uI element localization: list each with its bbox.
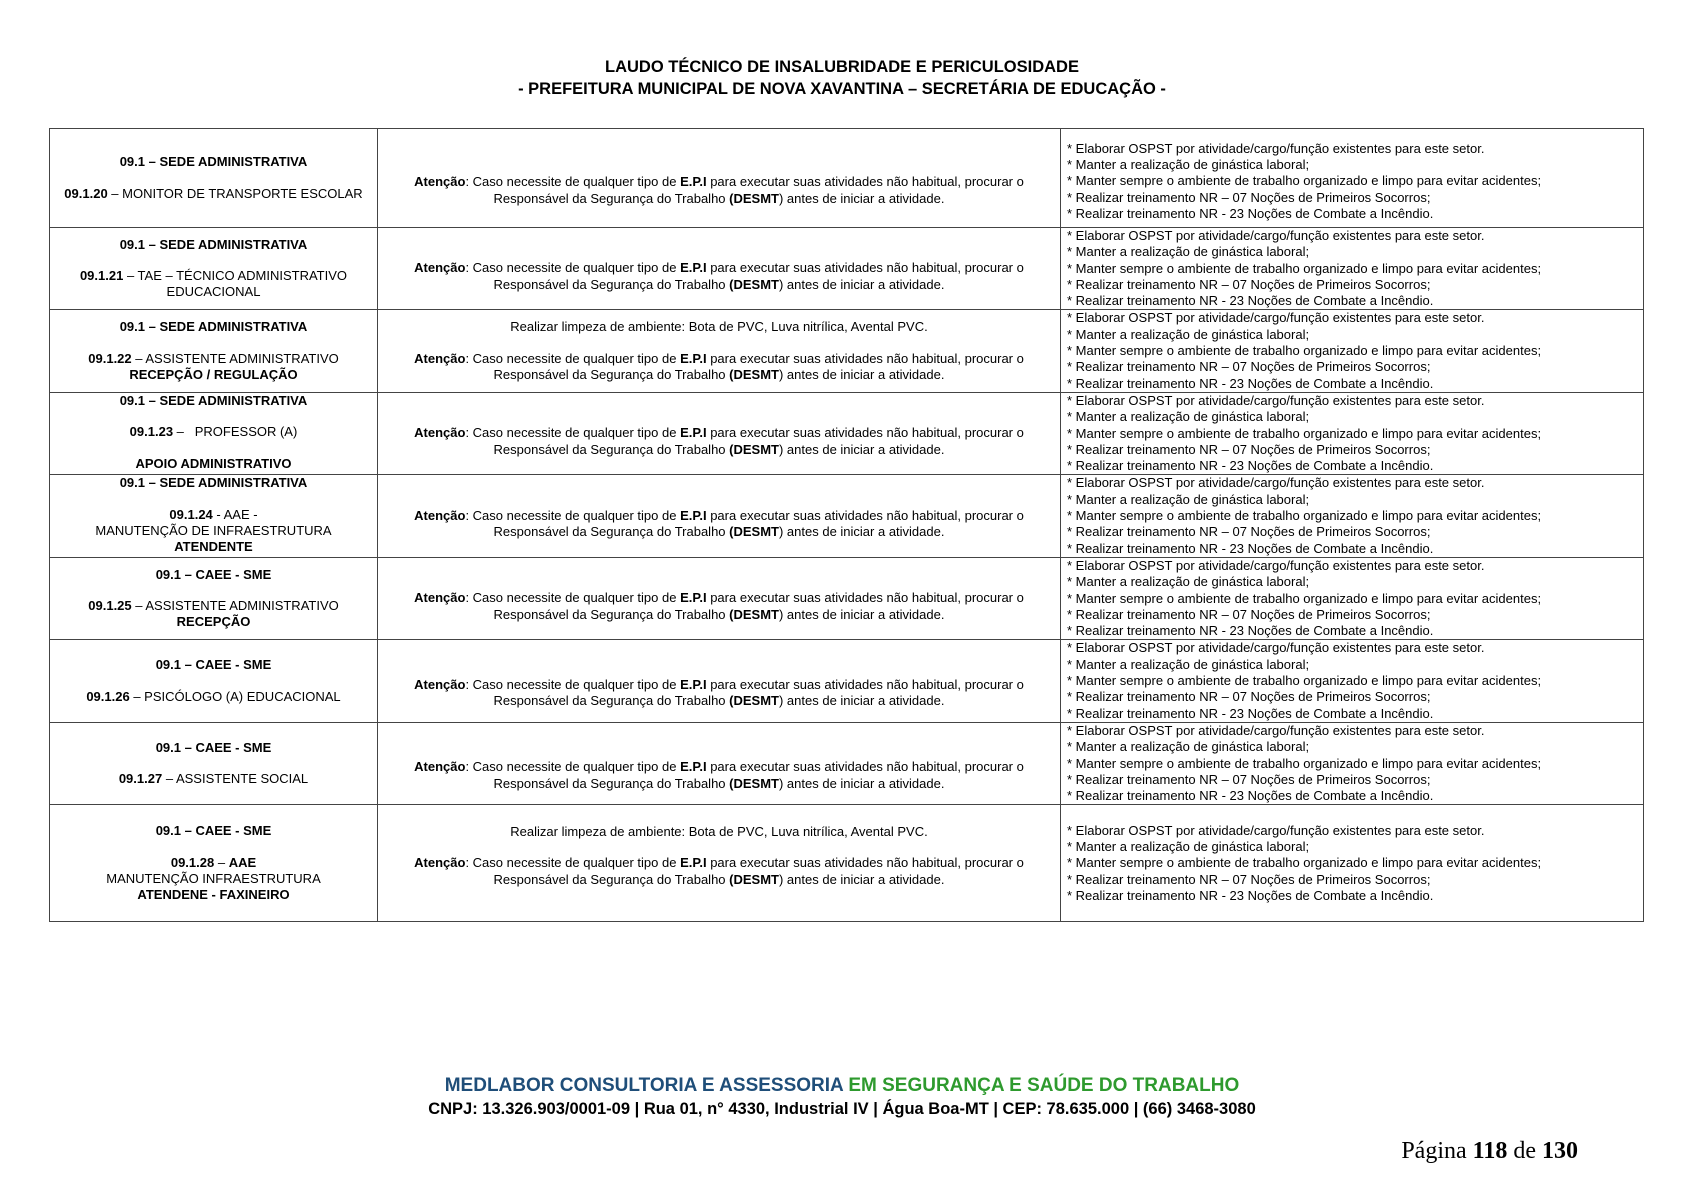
role-cell xyxy=(50,640,378,722)
recommendations-cell xyxy=(1061,805,1644,922)
table-row xyxy=(50,640,1644,722)
role-cell xyxy=(50,722,378,804)
recommendation-item: * Manter a realização de ginástica laboral; xyxy=(1067,157,1310,173)
cleaning-epi-note: Realizar limpeza de ambiente: Bota de PVC, Luva nitrílica, Avental PVC. xyxy=(510,319,928,335)
role-cell xyxy=(50,805,378,922)
recommendation-item: * Manter sempre o ambiente de trabalho organizado e limpo para evitar acidentes; xyxy=(1067,755,1542,771)
recommendation-item: * Realizar treinamento NR - 23 Noções de Combate a Incêndio. xyxy=(1067,788,1434,804)
epi-cell xyxy=(378,129,1061,228)
recommendation-item: * Realizar treinamento NR – 07 Noções de Primeiros Socorros; xyxy=(1067,871,1431,887)
epi-cell xyxy=(378,475,1061,557)
sector-name: 09.1 – CAEE - SME xyxy=(155,823,272,839)
recommendation-item: * Manter a realização de ginástica laboral; xyxy=(1067,409,1310,425)
document-footer xyxy=(0,1074,1684,1120)
role-detail: RECEPÇÃO / REGULAÇÃO xyxy=(129,366,298,382)
recommendation-item: * Manter sempre o ambiente de trabalho organizado e limpo para evitar acidentes; xyxy=(1067,673,1542,689)
recommendations-cell xyxy=(1061,640,1644,722)
recommendations-cell xyxy=(1061,475,1644,557)
role-name: 09.1.26 – PSICÓLOGO (A) EDUCACIONAL xyxy=(86,688,341,704)
recommendation-item: * Realizar treinamento NR - 23 Noções de Combate a Incêndio. xyxy=(1067,540,1434,556)
role-name: 09.1.28 – AAE xyxy=(170,854,257,870)
recommendation-item: * Manter sempre o ambiente de trabalho organizado e limpo para evitar acidentes; xyxy=(1067,590,1542,606)
recommendation-item: * Manter a realização de ginástica laboral; xyxy=(1067,326,1310,342)
role-name: 09.1.23 – PROFESSOR (A) xyxy=(129,424,298,440)
recommendation-item: * Realizar treinamento NR - 23 Noções de Combate a Incêndio. xyxy=(1067,458,1434,474)
recommendation-item: * Realizar treinamento NR – 07 Noções de Primeiros Socorros; xyxy=(1067,189,1431,205)
recommendation-item: * Manter a realização de ginástica laboral; xyxy=(1067,838,1310,854)
recommendation-item: * Elaborar OSPST por atividade/cargo/função existentes para este setor. xyxy=(1067,140,1485,156)
attention-note: Atenção: Caso necessite de qualquer tipo de E.P.I para executar suas atividades não habitual, procurar o Responsável da Segurança do Trabalho (DESMT) antes de iniciar a atividade. xyxy=(414,425,1024,457)
recommendation-item: * Realizar treinamento NR - 23 Noções de Combate a Incêndio. xyxy=(1067,623,1434,639)
role-cell xyxy=(50,129,378,228)
epi-cell xyxy=(378,640,1061,722)
document-header xyxy=(0,56,1684,100)
recommendation-item: * Manter a realização de ginástica laboral; xyxy=(1067,656,1310,672)
role-cell xyxy=(50,475,378,557)
recommendation-item: * Realizar treinamento NR – 07 Noções de Primeiros Socorros; xyxy=(1067,606,1431,622)
attention-note: Atenção: Caso necessite de qualquer tipo de E.P.I para executar suas atividades não habitual, procurar o Responsável da Segurança do Trabalho (DESMT) antes de iniciar a atividade. xyxy=(414,855,1024,887)
recommendation-item: * Elaborar OSPST por atividade/cargo/função existentes para este setor. xyxy=(1067,228,1485,243)
recommendation-item: * Manter a realização de ginástica laboral; xyxy=(1067,574,1310,590)
recommendation-item: * Realizar treinamento NR – 07 Noções de Primeiros Socorros; xyxy=(1067,771,1431,787)
page-number: Página 118 de 130 xyxy=(1401,1138,1578,1164)
recommendation-item: * Elaborar OSPST por atividade/cargo/função existentes para este setor. xyxy=(1067,822,1485,838)
table-row xyxy=(50,722,1644,804)
recommendation-item: * Elaborar OSPST por atividade/cargo/função existentes para este setor. xyxy=(1067,640,1485,656)
sector-name: 09.1 – CAEE - SME xyxy=(155,566,272,582)
recommendation-item: * Elaborar OSPST por atividade/cargo/função existentes para este setor. xyxy=(1067,722,1485,738)
sector-name: 09.1 – SEDE ADMINISTRATIVA xyxy=(119,154,308,170)
recommendation-item: * Elaborar OSPST por atividade/cargo/função existentes para este setor. xyxy=(1067,475,1485,491)
recommendation-item: * Realizar treinamento NR – 07 Noções de Primeiros Socorros; xyxy=(1067,524,1431,540)
recommendation-item: * Manter a realização de ginástica laboral; xyxy=(1067,244,1310,260)
epi-cell xyxy=(378,228,1061,310)
attention-note: Atenção: Caso necessite de qualquer tipo de E.P.I para executar suas atividades não habitual, procurar o Responsável da Segurança do Trabalho (DESMT) antes de iniciar a atividade. xyxy=(414,590,1024,622)
role-name: 09.1.21 – TAE – TÉCNICO ADMINISTRATIVO EDUCACIONAL xyxy=(79,268,348,300)
table-row xyxy=(50,557,1644,639)
recommendations-cell xyxy=(1061,129,1644,228)
recommendation-item: * Manter sempre o ambiente de trabalho organizado e limpo para evitar acidentes; xyxy=(1067,508,1542,524)
role-name: 09.1.24 - AAE - xyxy=(169,506,258,522)
role-detail: ATENDENTE xyxy=(174,539,253,555)
role-cell xyxy=(50,228,378,310)
role-name: 09.1.27 – ASSISTENTE SOCIAL xyxy=(118,771,309,787)
company-name: MEDLABOR CONSULTORIA E ASSESSORIA EM SEGURANÇA E SAÚDE DO TRABALHO xyxy=(444,1075,1240,1096)
role-cell xyxy=(50,557,378,639)
sector-name: 09.1 – SEDE ADMINISTRATIVA xyxy=(119,475,308,491)
recommendation-item: * Manter a realização de ginástica laboral; xyxy=(1067,739,1310,755)
recommendation-item: * Manter sempre o ambiente de trabalho organizado e limpo para evitar acidentes; xyxy=(1067,855,1542,871)
sector-name: 09.1 – CAEE - SME xyxy=(155,657,272,673)
recommendations-cell xyxy=(1061,310,1644,392)
role-detail: ATENDENE - FAXINEIRO xyxy=(137,887,290,903)
epi-cell xyxy=(378,805,1061,922)
epi-cell xyxy=(378,557,1061,639)
recommendation-item: * Realizar treinamento NR - 23 Noções de Combate a Incêndio. xyxy=(1067,205,1434,221)
sector-name: 09.1 – CAEE - SME xyxy=(155,739,272,755)
recommendations-cell xyxy=(1061,557,1644,639)
epi-cell xyxy=(378,310,1061,392)
recommendation-item: * Elaborar OSPST por atividade/cargo/função existentes para este setor. xyxy=(1067,557,1485,573)
recommendation-item: * Manter a realização de ginástica laboral; xyxy=(1067,491,1310,507)
role-detail: RECEPÇÃO xyxy=(176,614,251,630)
role-cell xyxy=(50,310,378,392)
header-subtitle: - PREFEITURA MUNICIPAL DE NOVA XAVANTINA – SECRETÁRIA DE EDUCAÇÃO - xyxy=(518,80,1166,98)
attention-note: Atenção: Caso necessite de qualquer tipo de E.P.I para executar suas atividades não habitual, procurar o Responsável da Segurança do Trabalho (DESMT) antes de iniciar a atividade. xyxy=(414,350,1024,382)
recommendation-item: * Realizar treinamento NR - 23 Noções de Combate a Incêndio. xyxy=(1067,293,1434,309)
role-name-line2: MANUTENÇÃO DE INFRAESTRUTURA xyxy=(95,523,332,539)
recommendation-item: * Realizar treinamento NR – 07 Noções de Primeiros Socorros; xyxy=(1067,689,1431,705)
role-name-line2: MANUTENÇÃO INFRAESTRUTURA xyxy=(106,870,321,886)
recommendation-item: * Manter sempre o ambiente de trabalho organizado e limpo para evitar acidentes; xyxy=(1067,425,1542,441)
epi-cell xyxy=(378,722,1061,804)
sector-name: 09.1 – SEDE ADMINISTRATIVA xyxy=(119,236,308,252)
table-row xyxy=(50,392,1644,474)
role-name: 09.1.25 – ASSISTENTE ADMINISTRATIVO xyxy=(88,598,339,614)
company-address: CNPJ: 13.326.903/0001-09 | Rua 01, n° 4330, Industrial IV | Água Boa-MT | CEP: 78.635.000 | (66) 3468-3080 xyxy=(428,1100,1256,1118)
header-title: LAUDO TÉCNICO DE INSALUBRIDADE E PERICULOSIDADE xyxy=(605,58,1079,76)
recommendations-cell xyxy=(1061,722,1644,804)
table-row xyxy=(50,805,1644,922)
sector-name: 09.1 – SEDE ADMINISTRATIVA xyxy=(119,319,308,335)
attention-note: Atenção: Caso necessite de qualquer tipo de E.P.I para executar suas atividades não habitual, procurar o Responsável da Segurança do Trabalho (DESMT) antes de iniciar a atividade. xyxy=(414,507,1024,540)
table-row xyxy=(50,310,1644,392)
epi-cell xyxy=(378,392,1061,474)
recommendation-item: * Realizar treinamento NR - 23 Noções de Combate a Incêndio. xyxy=(1067,705,1434,721)
attention-note: Atenção: Caso necessite de qualquer tipo de E.P.I para executar suas atividades não habitual, procurar o Responsável da Segurança do Trabalho (DESMT) antes de iniciar a atividade. xyxy=(414,759,1024,791)
recommendation-item: * Realizar treinamento NR – 07 Noções de Primeiros Socorros; xyxy=(1067,359,1431,375)
recommendation-item: * Elaborar OSPST por atividade/cargo/função existentes para este setor. xyxy=(1067,310,1485,326)
recommendation-item: * Realizar treinamento NR - 23 Noções de Combate a Incêndio. xyxy=(1067,887,1434,903)
table-row xyxy=(50,475,1644,557)
recommendation-item: * Manter sempre o ambiente de trabalho organizado e limpo para evitar acidentes; xyxy=(1067,260,1542,276)
recommendations-cell xyxy=(1061,228,1644,310)
recommendation-item: * Manter sempre o ambiente de trabalho organizado e limpo para evitar acidentes; xyxy=(1067,173,1542,189)
sector-name: 09.1 – SEDE ADMINISTRATIVA xyxy=(119,392,308,408)
recommendation-item: * Realizar treinamento NR – 07 Noções de Primeiros Socorros; xyxy=(1067,441,1431,457)
role-detail: APOIO ADMINISTRATIVO xyxy=(135,455,292,471)
table-row xyxy=(50,228,1644,310)
role-name: 09.1.20 – MONITOR DE TRANSPORTE ESCOLAR xyxy=(64,185,363,201)
role-cell xyxy=(50,392,378,474)
attention-note: Atenção: Caso necessite de qualquer tipo de E.P.I para executar suas atividades não habitual, procurar o Responsável da Segurança do Trabalho (DESMT) antes de iniciar a atividade. xyxy=(414,260,1024,292)
recommendations-cell xyxy=(1061,392,1644,474)
attention-note: Atenção: Caso necessite de qualquer tipo de E.P.I para executar suas atividades não habitual, procurar o Responsável da Segurança do Trabalho (DESMT) antes de iniciar a atividade. xyxy=(414,676,1024,709)
role-name: 09.1.22 – ASSISTENTE ADMINISTRATIVO xyxy=(88,350,339,366)
recommendation-item: * Realizar treinamento NR - 23 Noções de Combate a Incêndio. xyxy=(1067,375,1434,391)
recommendation-item: * Elaborar OSPST por atividade/cargo/função existentes para este setor. xyxy=(1067,392,1485,408)
recommendation-item: * Realizar treinamento NR – 07 Noções de Primeiros Socorros; xyxy=(1067,276,1431,292)
recommendations-table xyxy=(49,128,1644,922)
table-row xyxy=(50,129,1644,228)
recommendation-item: * Manter sempre o ambiente de trabalho organizado e limpo para evitar acidentes; xyxy=(1067,343,1542,359)
attention-note: Atenção: Caso necessite de qualquer tipo de E.P.I para executar suas atividades não habitual, procurar o Responsável da Segurança do Trabalho (DESMT) antes de iniciar a atividade. xyxy=(414,174,1024,206)
cleaning-epi-note: Realizar limpeza de ambiente: Bota de PVC, Luva nitrílica, Avental PVC. xyxy=(510,823,928,839)
